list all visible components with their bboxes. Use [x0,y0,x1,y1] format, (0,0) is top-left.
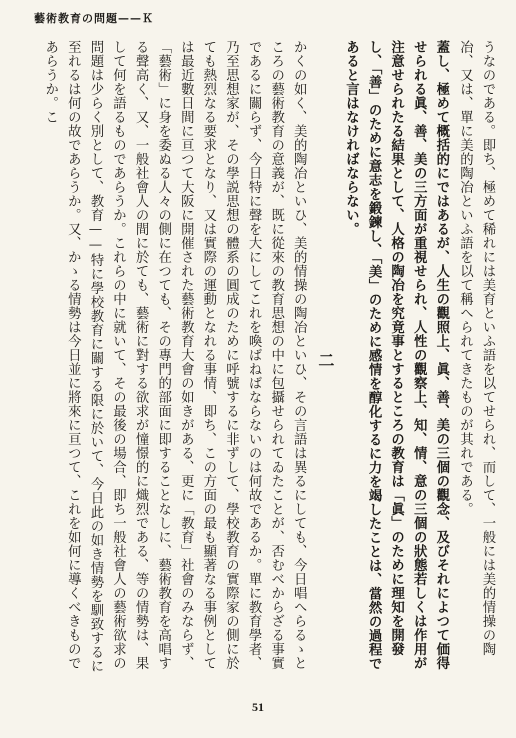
section-number: 二 [315,351,335,369]
page-number: 51 [252,700,264,714]
running-head: 藝術教育の問題——Ｋ [34,12,154,25]
body-text [28,40,498,680]
paragraph: うなのである。即ち、極めて稀れには美育といふ語を以てせられ、而して、一般には美的情操の陶冶、又は、單に美的陶冶といふ語を以て稱へられてきたものが其れである。 [457,40,495,656]
paragraph: かくの如く、美的陶冶といひ、美的情操の陶冶といひ、その言語は異るにしても、今日唱へらるゝところの藝術教育の意義が、既に從來の教育思想の中に包攝せられてゐたことが、否むべからざる事實であるに關らず、今日特に聲を大にしてこれを喚ばねばならないのは何故であるか。單に教育學者、乃至思想家が、その學説思想の體系の圓成のために呼號するに非ずして、學校教育の實際家の側に於ても熱烈なる要求となり、又は實際の運動となれる事情、即ち、この方面の最も顯著なる事例としては最近數日間に亘つて大阪に開催された藝術教育大會の如きがある、更に「教育」社會のみならず、「藝術」に身を委ぬる人々の側に在つても、その專門的部面に即することなしに、藝術教育を高唱する聲高く、又、一般社會人の間に於ても、藝術に對する欲求が憧憬的に熾烈である、等の情勢は、果して何を語るものであらうか。これらの中に就いて、その最後の場合、即ち一般社會人の藝術欲求の問題は少らく別として、教育——特に學校教育に關する限に於いて、今日此の如き情勢を馴致するに至れるは何の故であらうか。又、かゝる情勢は今日並に將來に亘つて、これを如何に導くべきものであらうか。こ [42,40,307,674]
paragraph: 蓋し、極めて概括的にではあるが、人生の觀照上、眞、善、美の三個の觀念、及びそれによつて価得せられる眞、善、美の三方面が重視せられ、人性の觀察上、知、情、意の三個の狀態若しくは作用が注意せられたる結果として、人格の陶冶を究竟事とするところの教育は「眞」のために理知を開發し、「善」のために意志を鍛鍊し、「美」のために感情を醇化するに力を竭したことは、當然の過程であると言はなければならない。 [343,40,450,671]
